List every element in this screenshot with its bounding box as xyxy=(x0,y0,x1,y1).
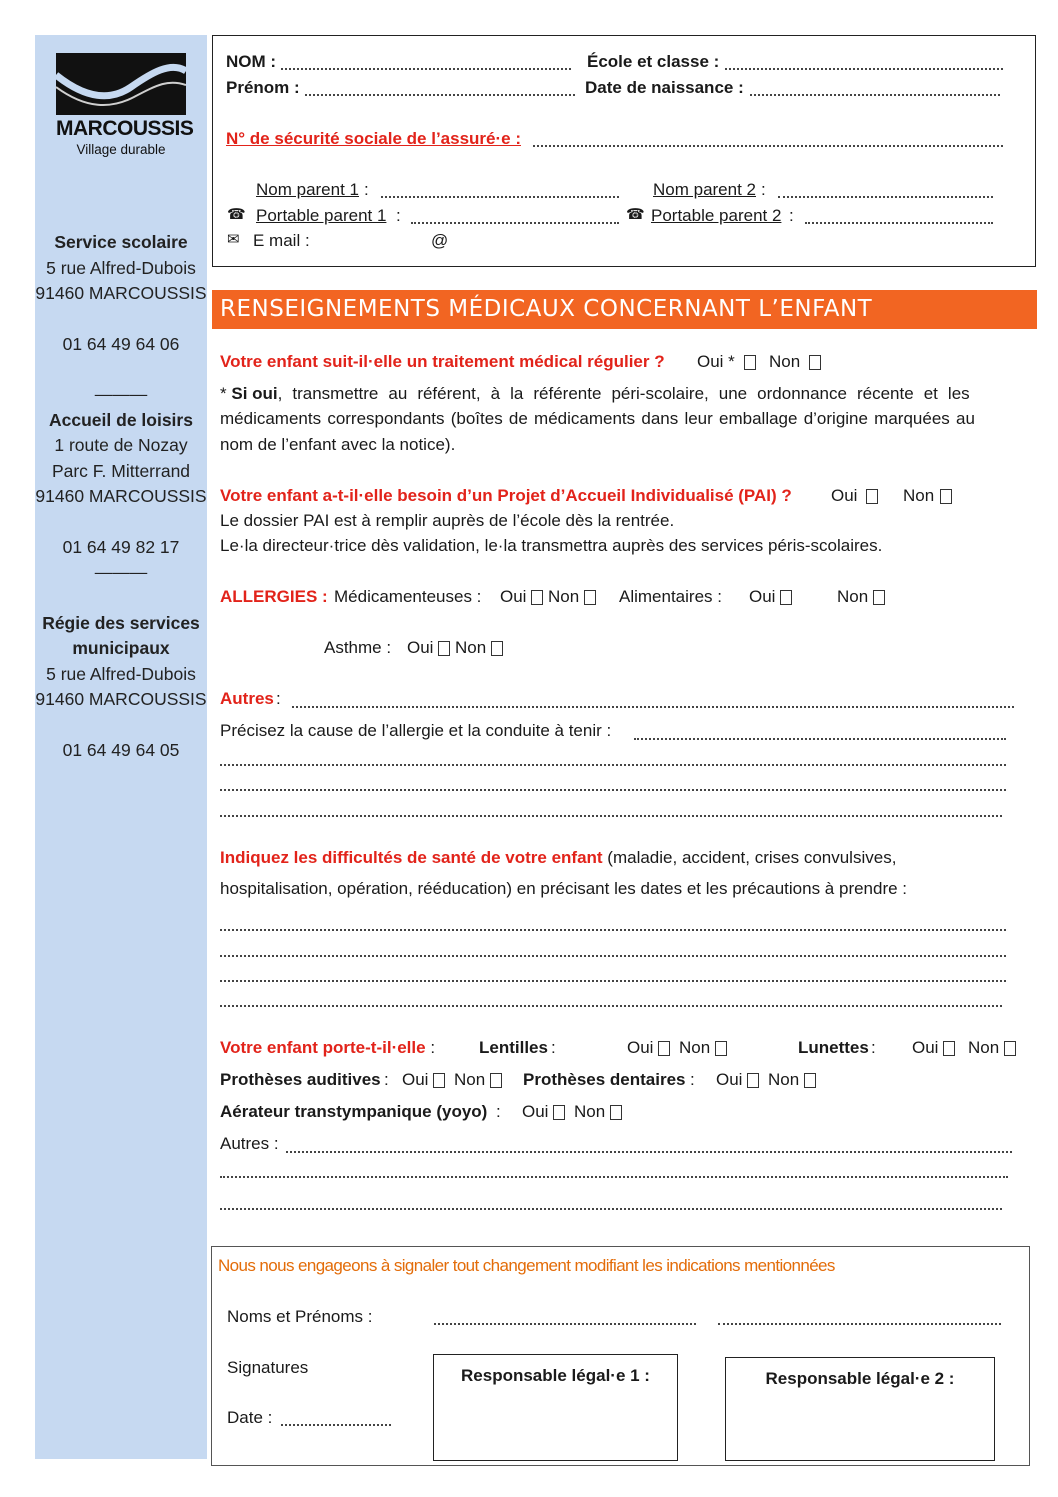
protheses-dent-non-checkbox[interactable] xyxy=(804,1073,816,1088)
colon: : xyxy=(276,689,281,708)
alim-oui-checkbox[interactable] xyxy=(780,590,792,605)
difficultes-line-2: hospitalisation, opération, rééducation) en précisant les dates et les précautions à prendre : xyxy=(220,879,908,898)
logo xyxy=(56,53,194,163)
lunettes-label: Lunettes xyxy=(798,1038,869,1057)
si-oui: Si oui xyxy=(231,384,278,403)
traitement-note-3: nom de l’enfant avec la notice). xyxy=(220,435,456,454)
prenom-field[interactable] xyxy=(305,94,575,96)
aerateur-oui-label: Oui xyxy=(522,1102,549,1121)
alim-non-label: Non xyxy=(837,587,869,606)
email-at: @ xyxy=(431,231,449,250)
accueil-phone: 01 64 49 82 17 xyxy=(62,536,180,557)
noms-field-2[interactable] xyxy=(718,1323,1001,1325)
asterisk: * xyxy=(220,384,227,403)
porte-label: Votre enfant porte-t-il·elle xyxy=(220,1038,426,1057)
noms-field-1[interactable] xyxy=(434,1323,696,1325)
protheses-aud-non-label: Non xyxy=(454,1070,486,1089)
regie-title: Régie des services xyxy=(42,612,200,633)
parent1-label: Nom parent 1 xyxy=(256,180,359,199)
alim-oui-label: Oui xyxy=(749,587,776,606)
porte-autres-label: Autres : xyxy=(220,1134,279,1153)
nom-field[interactable] xyxy=(281,68,571,70)
medic-label: Médicamenteuses : xyxy=(334,587,482,606)
naissance-label: Date de naissance : xyxy=(585,78,744,97)
accueil-address2: Parc F. Mitterrand xyxy=(51,460,191,481)
portable2-field[interactable] xyxy=(805,222,993,224)
precisez-field[interactable] xyxy=(634,738,1006,740)
lentilles-label: Lentilles xyxy=(479,1038,548,1057)
lentilles-oui-label: Oui xyxy=(627,1038,654,1057)
protheses-dent-label: Prothèses dentaires xyxy=(523,1070,686,1089)
precisez-field-line[interactable] xyxy=(220,764,1006,766)
protheses-aud-oui-checkbox[interactable] xyxy=(433,1073,445,1088)
colon: : xyxy=(690,1070,695,1089)
medic-oui-checkbox[interactable] xyxy=(531,590,543,605)
aerateur-label: Aérateur transtympanique (yoyo) xyxy=(220,1102,488,1121)
medic-non-checkbox[interactable] xyxy=(584,590,596,605)
asthme-non-checkbox[interactable] xyxy=(491,641,503,656)
protheses-dent-oui-label: Oui xyxy=(716,1070,743,1089)
parent2-field[interactable] xyxy=(778,196,993,198)
lunettes-non-label: Non xyxy=(968,1038,1000,1057)
lunettes-non-checkbox[interactable] xyxy=(1004,1041,1016,1056)
difficultes-field-line[interactable] xyxy=(220,1005,1002,1007)
alim-label: Alimentaires : xyxy=(619,587,722,606)
autres-label: Autres xyxy=(220,689,274,708)
prenom-label: Prénom : xyxy=(226,78,300,97)
parent1-field[interactable] xyxy=(381,196,619,198)
difficultes-label: Indiquez les difficultés de santé de votre enfant xyxy=(220,848,603,867)
date-field[interactable] xyxy=(281,1424,391,1426)
traitement-non-checkbox[interactable] xyxy=(809,355,821,370)
pai-line-2: Le·la directeur·trice dès validation, le·la transmettra auprès des services péris-scolaires. xyxy=(220,536,883,555)
service-scolaire-title: Service scolaire xyxy=(54,232,188,252)
ecole-label: École et classe : xyxy=(587,52,720,71)
colon: : xyxy=(364,180,369,199)
protheses-aud-oui-label: Oui xyxy=(402,1070,429,1089)
regie-phone: 01 64 49 64 05 xyxy=(62,739,180,760)
lunettes-oui-checkbox[interactable] xyxy=(943,1041,955,1056)
lunettes-oui-label: Oui xyxy=(912,1038,939,1057)
pai-oui-label: Oui xyxy=(831,486,858,505)
asthme-label: Asthme : xyxy=(324,638,392,657)
phone-icon: ☎ xyxy=(626,206,645,223)
portable2-label: Portable parent 2 xyxy=(651,206,782,225)
colon: : xyxy=(396,206,401,225)
colon: : xyxy=(871,1038,876,1057)
pai-oui-checkbox[interactable] xyxy=(866,489,878,504)
colon: : xyxy=(496,1102,501,1121)
lentilles-non-checkbox[interactable] xyxy=(715,1041,727,1056)
regie-title-2: municipaux xyxy=(72,638,170,658)
mail-icon: ✉ xyxy=(227,231,240,248)
colon: : xyxy=(551,1038,556,1057)
asthme-oui-label: Oui xyxy=(407,638,434,657)
difficultes-text: (maladie, accident, crises convulsives, xyxy=(602,848,897,867)
precisez-field-line[interactable] xyxy=(220,815,1002,817)
engagement-box xyxy=(211,1246,1030,1466)
parent2-label: Nom parent 2 xyxy=(653,180,756,199)
difficultes-field-line[interactable] xyxy=(220,929,1006,931)
pai-non-label: Non xyxy=(903,486,935,505)
noms-label: Noms et Prénoms : xyxy=(227,1307,373,1326)
colon: : xyxy=(761,180,766,199)
porte-autres-field[interactable] xyxy=(286,1151,1012,1153)
asthme-non-label: Non xyxy=(455,638,487,657)
autres-allergies-field[interactable] xyxy=(292,706,1014,708)
traitement-non-label: Non xyxy=(769,352,801,371)
aerateur-non-checkbox[interactable] xyxy=(610,1105,622,1120)
service-scolaire-city: 91460 MARCOUSSIS xyxy=(35,283,207,303)
phone-icon: ☎ xyxy=(227,206,246,223)
pai-question: Votre enfant a-t-il·elle besoin d’un Projet d’Accueil Individualisé (PAI) ? xyxy=(220,486,792,505)
aerateur-oui-checkbox[interactable] xyxy=(553,1105,565,1120)
section-banner: RENSEIGNEMENTS MÉDICAUX CONCERNANT L’ENFANT xyxy=(212,290,1037,329)
pai-line-1: Le dossier PAI est à remplir auprès de l’école dès la rentrée. xyxy=(220,511,675,530)
porte-row xyxy=(220,1038,435,1058)
date-label: Date : xyxy=(227,1408,273,1427)
accueil-title: Accueil de loisirs xyxy=(49,409,193,430)
separator: ——— xyxy=(94,384,148,404)
traitement-note-1 xyxy=(220,384,970,404)
traitement-note-2: médicaments correspondants (boîtes de médicaments dans leur emballage d’origine marquées au xyxy=(220,409,975,428)
service-scolaire-phone: 01 64 49 64 06 xyxy=(62,333,180,354)
colon: : xyxy=(789,206,794,225)
protheses-aud-label: Prothèses auditives xyxy=(220,1070,381,1089)
precisez-label: Précisez la cause de l’allergie et la conduite à tenir : xyxy=(220,721,612,740)
colon: : xyxy=(384,1070,389,1089)
protheses-dent-non-label: Non xyxy=(768,1070,800,1089)
traitement-oui-label: Oui * xyxy=(697,352,735,371)
logo-name: MARCOUSSIS xyxy=(56,117,194,140)
porte-autres-field-line[interactable] xyxy=(220,1208,1002,1210)
regie-city: 91460 MARCOUSSIS xyxy=(35,689,207,709)
email-label: E mail : xyxy=(253,231,310,250)
engagement-title: Nous nous engageons à signaler tout changement modifiant les indications mentionnées xyxy=(218,1256,835,1275)
precisez-field-line[interactable] xyxy=(220,789,1006,791)
medic-non-label: Non xyxy=(548,587,580,606)
secu-field[interactable] xyxy=(533,145,1003,147)
medic-oui-label: Oui xyxy=(500,587,527,606)
accueil-city: 91460 MARCOUSSIS xyxy=(35,486,207,506)
protheses-dent-oui-checkbox[interactable] xyxy=(747,1073,759,1088)
lentilles-oui-checkbox[interactable] xyxy=(658,1041,670,1056)
resp1-label: Responsable légal·e 1 : xyxy=(461,1366,650,1385)
separator: ——— xyxy=(94,562,148,582)
portable1-label: Portable parent 1 xyxy=(256,206,387,225)
difficultes-field-line[interactable] xyxy=(220,980,1006,982)
logo-mark xyxy=(56,53,186,115)
naissance-field[interactable] xyxy=(750,94,1000,96)
signature-box-2[interactable] xyxy=(725,1357,995,1461)
sidebar xyxy=(35,35,207,1459)
alim-non-checkbox[interactable] xyxy=(873,590,885,605)
aerateur-non-label: Non xyxy=(574,1102,606,1121)
pai-non-checkbox[interactable] xyxy=(940,489,952,504)
secu-label: N° de sécurité sociale de l’assuré·e : xyxy=(226,129,521,148)
asthme-oui-checkbox[interactable] xyxy=(438,641,450,656)
accueil-address: 1 route de Nozay xyxy=(54,435,188,455)
identity-box xyxy=(212,35,1036,267)
signatures-label: Signatures xyxy=(227,1358,309,1377)
traitement-question: Votre enfant suit-il·elle un traitement médical régulier ? xyxy=(220,352,665,371)
logo-tagline: Village durable xyxy=(76,142,166,157)
ecole-field[interactable] xyxy=(725,68,1003,70)
regie-address: 5 rue Alfred-Dubois xyxy=(46,663,196,684)
difficultes-field-line[interactable] xyxy=(220,955,1006,957)
difficultes-line-1 xyxy=(220,848,896,868)
lentilles-non-label: Non xyxy=(679,1038,711,1057)
traitement-oui-checkbox[interactable] xyxy=(744,355,756,370)
porte-autres-field-line[interactable] xyxy=(220,1176,1008,1178)
allergies-label: ALLERGIES : xyxy=(220,587,328,606)
nom-label: NOM : xyxy=(226,52,277,71)
protheses-aud-non-checkbox[interactable] xyxy=(490,1073,502,1088)
portable1-field[interactable] xyxy=(411,222,619,224)
service-scolaire-address: 5 rue Alfred-Dubois xyxy=(46,257,196,278)
note-text: , transmettre au référent, à la référente péri-scolaire, une ordonnance récente et les xyxy=(277,384,970,403)
resp2-label: Responsable légal·e 2 : xyxy=(765,1369,955,1388)
signature-box-1[interactable] xyxy=(433,1354,678,1461)
service-scolaire-block xyxy=(35,230,207,763)
colon: : xyxy=(425,1038,436,1057)
